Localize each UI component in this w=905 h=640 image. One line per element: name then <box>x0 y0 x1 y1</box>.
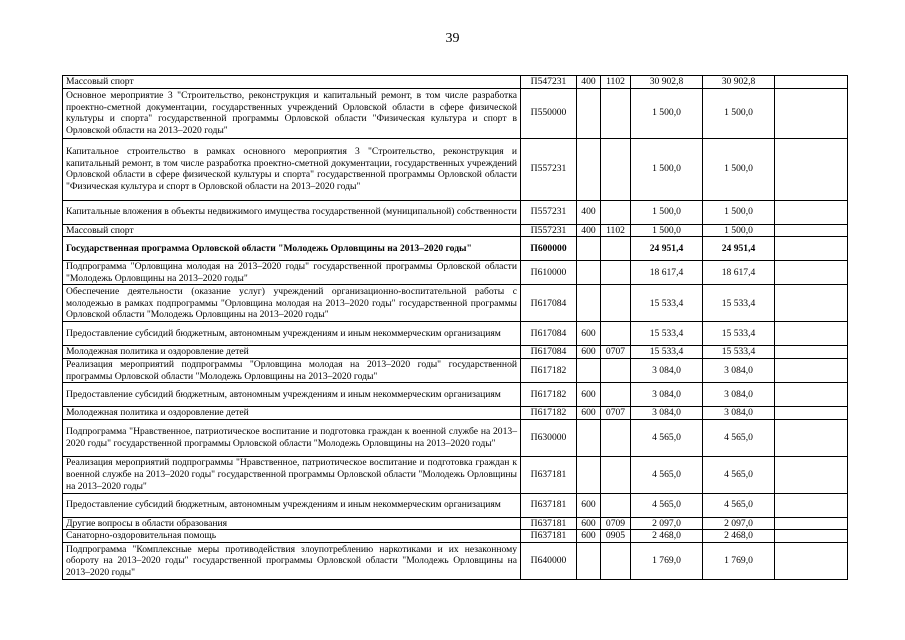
row-amount-2: 1 500,0 <box>703 138 775 200</box>
row-empty-cell <box>775 358 848 382</box>
row-amount-1: 4 565,0 <box>631 419 703 456</box>
row-empty-cell <box>775 383 848 407</box>
row-section-code: 0905 <box>601 530 631 543</box>
row-name: Государственная программа Орловской области "Молодежь Орловщины на 2013–2020 годы" <box>63 237 521 261</box>
table-row <box>63 285 848 322</box>
row-section-code <box>601 138 631 200</box>
table-body <box>63 76 848 580</box>
row-name: Подпрограмма "Комплексные меры противодействия злоупотреблению наркотиками и их незаконному обороту на 2013–2020 годы" государственной программы Орловской области "Молодежь Орловщины на 2013–2020 годы" <box>63 542 521 579</box>
row-expense-type <box>577 542 601 579</box>
row-target-code: П550000 <box>521 88 577 138</box>
table-row <box>63 383 848 407</box>
row-target-code: П557231 <box>521 138 577 200</box>
row-amount-2: 1 500,0 <box>703 200 775 224</box>
row-expense-type: 400 <box>577 76 601 89</box>
row-amount-1: 18 617,4 <box>631 261 703 285</box>
row-target-code: П610000 <box>521 261 577 285</box>
row-target-code: П547231 <box>521 76 577 89</box>
row-empty-cell <box>775 138 848 200</box>
row-target-code: П630000 <box>521 419 577 456</box>
row-name: Массовый спорт <box>63 224 521 237</box>
table-row <box>63 88 848 138</box>
row-name: Подпрограмма "Нравственное, патриотическое воспитание и подготовка граждан к военной службе на 2013–2020 годы" государственной программы Орловской области "Молодежь Орловщины на 2013–2020 годы" <box>63 419 521 456</box>
row-amount-2: 3 084,0 <box>703 358 775 382</box>
row-target-code: П637181 <box>521 493 577 517</box>
row-section-code <box>601 261 631 285</box>
row-name: Капитальное строительство в рамках основного мероприятия 3 "Строительство, реконструкция и капитальный ремонт, в том числе разработка проектно-сметной документации, государственных учреждений Орловской области в сфере физической культуры и спорта" государственной программы Орловской области "Физическая культура и спорт в Орловской области на 2013–2020 годы" <box>63 138 521 200</box>
table-row <box>63 517 848 530</box>
row-expense-type <box>577 419 601 456</box>
row-name: Основное мероприятие 3 "Строительство, реконструкция и капитальный ремонт, в том числе разработка проектно-сметной документации, государственных учреждений Орловской области в сфере физической культуры и спорта" государственной программы Орловской области "Физическая культура и спорт в Орловской области на 2013–2020 годы" <box>63 88 521 138</box>
table-row <box>63 530 848 543</box>
table-row <box>63 456 848 493</box>
table-row <box>63 224 848 237</box>
row-expense-type: 600 <box>577 346 601 359</box>
row-empty-cell <box>775 493 848 517</box>
table-row <box>63 542 848 579</box>
row-section-code <box>601 456 631 493</box>
row-section-code <box>601 200 631 224</box>
row-expense-type <box>577 358 601 382</box>
row-amount-2: 4 565,0 <box>703 493 775 517</box>
row-amount-1: 4 565,0 <box>631 456 703 493</box>
row-amount-2: 1 769,0 <box>703 542 775 579</box>
row-name: Молодежная политика и оздоровление детей <box>63 407 521 420</box>
row-target-code: П617084 <box>521 346 577 359</box>
row-amount-1: 2 097,0 <box>631 517 703 530</box>
row-section-code: 0709 <box>601 517 631 530</box>
row-amount-1: 1 500,0 <box>631 88 703 138</box>
row-expense-type: 600 <box>577 530 601 543</box>
row-amount-2: 18 617,4 <box>703 261 775 285</box>
row-amount-1: 15 533,4 <box>631 285 703 322</box>
row-name: Обеспечение деятельности (оказание услуг) учреждений организационно-воспитательной работы с молодежью в рамках подпрограммы "Орловщина молодая на 2013–2020 годы" государственной программы Орловской области "Молодежь Орловщины на 2013–2020 годы" <box>63 285 521 322</box>
table-row <box>63 322 848 346</box>
row-target-code: П617182 <box>521 358 577 382</box>
row-section-code <box>601 237 631 261</box>
row-amount-1: 3 084,0 <box>631 383 703 407</box>
row-section-code <box>601 322 631 346</box>
row-expense-type: 600 <box>577 407 601 420</box>
row-name: Подпрограмма "Орловщина молодая на 2013–2020 годы" государственной программы Орловской области "Молодежь Орловщины на 2013–2020 годы" <box>63 261 521 285</box>
row-target-code: П617182 <box>521 407 577 420</box>
row-amount-2: 3 084,0 <box>703 383 775 407</box>
row-amount-1: 30 902,8 <box>631 76 703 89</box>
budget-table <box>62 75 848 580</box>
row-expense-type: 600 <box>577 493 601 517</box>
row-name: Санаторно-оздоровительная помощь <box>63 530 521 543</box>
row-section-code <box>601 542 631 579</box>
row-expense-type <box>577 88 601 138</box>
row-amount-2: 15 533,4 <box>703 285 775 322</box>
row-empty-cell <box>775 237 848 261</box>
row-name: Капитальные вложения в объекты недвижимого имущества государственной (муниципальной) собственности <box>63 200 521 224</box>
row-amount-2: 15 533,4 <box>703 346 775 359</box>
row-empty-cell <box>775 407 848 420</box>
row-empty-cell <box>775 200 848 224</box>
row-empty-cell <box>775 419 848 456</box>
row-name: Реализация мероприятий подпрограммы "Орловщина молодая на 2013–2020 годы" государственной программы Орловской области "Молодежь Орловщины на 2013–2020 годы" <box>63 358 521 382</box>
row-target-code: П600000 <box>521 237 577 261</box>
table-row <box>63 200 848 224</box>
row-amount-1: 4 565,0 <box>631 493 703 517</box>
row-target-code: П637181 <box>521 456 577 493</box>
row-amount-1: 2 468,0 <box>631 530 703 543</box>
row-name: Реализация мероприятий подпрограммы "Нравственное, патриотическое воспитание и подготовка граждан к военной службе на 2013–2020 годы" государственной программы Орловской области "Молодежь Орловщины на 2013–2020 годы" <box>63 456 521 493</box>
row-amount-2: 2 468,0 <box>703 530 775 543</box>
row-expense-type: 400 <box>577 200 601 224</box>
row-empty-cell <box>775 261 848 285</box>
row-amount-2: 3 084,0 <box>703 407 775 420</box>
row-amount-1: 1 500,0 <box>631 200 703 224</box>
row-expense-type: 600 <box>577 322 601 346</box>
row-expense-type <box>577 138 601 200</box>
row-name: Другие вопросы в области образования <box>63 517 521 530</box>
table-row <box>63 346 848 359</box>
row-section-code: 0707 <box>601 346 631 359</box>
row-amount-1: 15 533,4 <box>631 322 703 346</box>
table-row <box>63 237 848 261</box>
row-amount-1: 1 500,0 <box>631 224 703 237</box>
row-expense-type <box>577 285 601 322</box>
row-target-code: П637181 <box>521 517 577 530</box>
row-name: Предоставление субсидий бюджетным, автономным учреждениям и иным некоммерческим организациям <box>63 383 521 407</box>
row-expense-type: 600 <box>577 383 601 407</box>
row-amount-1: 1 500,0 <box>631 138 703 200</box>
row-name: Предоставление субсидий бюджетным, автономным учреждениям и иным некоммерческим организациям <box>63 322 521 346</box>
row-section-code <box>601 383 631 407</box>
row-amount-1: 24 951,4 <box>631 237 703 261</box>
row-section-code <box>601 419 631 456</box>
table-row <box>63 138 848 200</box>
row-empty-cell <box>775 322 848 346</box>
row-amount-1: 1 769,0 <box>631 542 703 579</box>
row-section-code <box>601 88 631 138</box>
row-expense-type <box>577 261 601 285</box>
row-empty-cell <box>775 346 848 359</box>
row-name: Массовый спорт <box>63 76 521 89</box>
row-section-code: 1102 <box>601 224 631 237</box>
row-amount-1: 15 533,4 <box>631 346 703 359</box>
row-amount-2: 24 951,4 <box>703 237 775 261</box>
row-empty-cell <box>775 530 848 543</box>
row-name: Молодежная политика и оздоровление детей <box>63 346 521 359</box>
row-amount-2: 4 565,0 <box>703 456 775 493</box>
row-amount-1: 3 084,0 <box>631 358 703 382</box>
table-row <box>63 493 848 517</box>
row-empty-cell <box>775 224 848 237</box>
row-amount-2: 4 565,0 <box>703 419 775 456</box>
page-number: 39 <box>445 31 460 46</box>
row-empty-cell <box>775 517 848 530</box>
row-section-code: 1102 <box>601 76 631 89</box>
row-amount-2: 30 902,8 <box>703 76 775 89</box>
row-empty-cell <box>775 456 848 493</box>
row-empty-cell <box>775 542 848 579</box>
row-empty-cell <box>775 76 848 89</box>
row-empty-cell <box>775 88 848 138</box>
row-section-code <box>601 493 631 517</box>
row-expense-type <box>577 456 601 493</box>
row-expense-type: 400 <box>577 224 601 237</box>
row-target-code: П617084 <box>521 285 577 322</box>
row-empty-cell <box>775 285 848 322</box>
row-amount-2: 2 097,0 <box>703 517 775 530</box>
row-expense-type <box>577 237 601 261</box>
table-row <box>63 419 848 456</box>
row-target-code: П617182 <box>521 383 577 407</box>
row-expense-type: 600 <box>577 517 601 530</box>
table-row <box>63 76 848 89</box>
row-amount-2: 15 533,4 <box>703 322 775 346</box>
row-name: Предоставление субсидий бюджетным, автономным учреждениям и иным некоммерческим организациям <box>63 493 521 517</box>
table-row <box>63 358 848 382</box>
row-section-code <box>601 285 631 322</box>
row-amount-2: 1 500,0 <box>703 224 775 237</box>
row-target-code: П640000 <box>521 542 577 579</box>
row-section-code <box>601 358 631 382</box>
row-target-code: П557231 <box>521 224 577 237</box>
table-row <box>63 261 848 285</box>
row-target-code: П617084 <box>521 322 577 346</box>
row-amount-2: 1 500,0 <box>703 88 775 138</box>
row-target-code: П637181 <box>521 530 577 543</box>
row-amount-1: 3 084,0 <box>631 407 703 420</box>
table-row <box>63 407 848 420</box>
row-target-code: П557231 <box>521 200 577 224</box>
row-section-code: 0707 <box>601 407 631 420</box>
